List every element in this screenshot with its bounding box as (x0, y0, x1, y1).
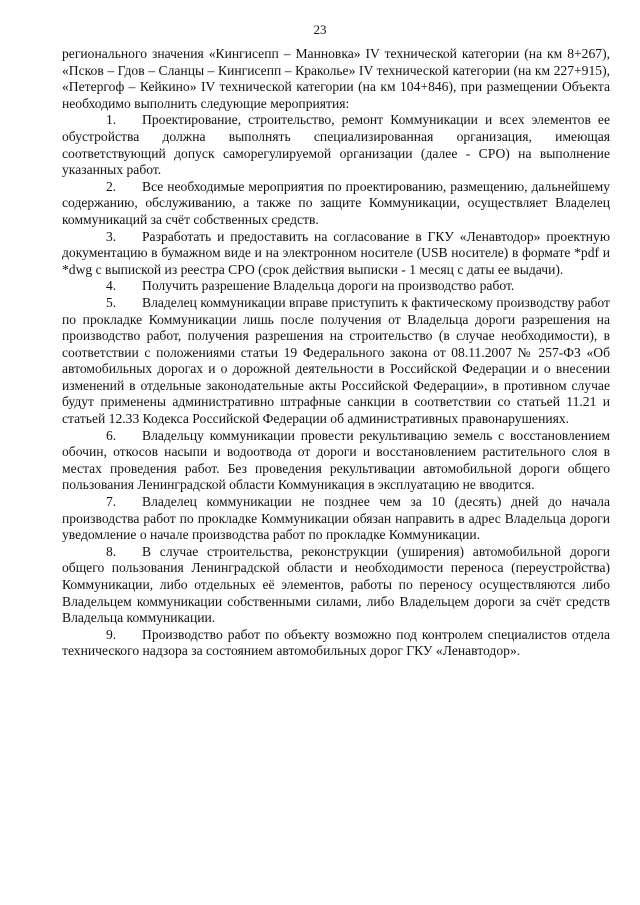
item-text: Проектирование, строительство, ремонт Коммуникации и всех элементов ее обустройства должна выполнять специализированная организация, имеющая соответствующий допуск саморегулируемой организации (далее - СРО) на выполнение указанных работ. (62, 112, 610, 178)
item-text: Владельцу коммуникации провести рекультивацию земель с восстановлением обочин, откосов насыпи и водоотвода от дороги и восстановлением растительного слоя в местах проведения работ. Без проведения рекультивации автомобильной дороги общего пользования Ленинградской области Коммуникация в эксплуатацию не вводится. (62, 427, 610, 493)
document-body (62, 46, 610, 660)
item-number: 4. (106, 278, 117, 294)
item-number: 5. (106, 294, 117, 310)
list-item (62, 295, 610, 428)
list-item (62, 627, 610, 660)
item-text: Получить разрешение Владельца дороги на производство работ. (142, 278, 515, 294)
item-number: 3. (106, 228, 117, 244)
list-item (62, 494, 610, 544)
item-number: 2. (106, 178, 117, 194)
item-text: Владелец коммуникации вправе приступить к фактическому производству работ по прокладке Коммуникации лишь после получения от Владельца дороги разрешения на производство работ, получения разрешения на строительство (в случае необходимости), в соответствии с положениями статьи 19 Федерального закона от 08.11.2007 № 257-ФЗ «Об автомобильных дорогах и о дорожной деятельности в Российской Федерации и о внесении изменений в отдельные законодательные акты Российской Федерации», в противном случае будут применены административно штрафные санкции в соответствии со статьей 11.21 и статьей 12.33 Кодекса Российской Федерации об административных правонарушениях. (62, 294, 610, 427)
item-number: 1. (106, 112, 117, 128)
list-item (62, 179, 610, 229)
list-item (62, 544, 610, 627)
list-item (62, 428, 610, 494)
list-item (62, 112, 610, 178)
page-number: 23 (313, 22, 327, 37)
item-text: Разработать и предоставить на согласование в ГКУ «Ленавтодор» проектную документацию в бумажном виде и на электронном носителе (USB носителе) в формате *pdf и *dwg с выпиской из реестра СРО (срок действия выписки - 1 месяц с даты ее выдачи). (62, 228, 610, 277)
intro-paragraph: регионального значения «Кингисепп – Манновка» IV технической категории (на км 8+267), «Псков – Гдов – Сланцы – Кингисепп – Краколье» IV технической категории (на км 227+915), «Петергоф – Кейкино» IV технической категории (на км 104+846), при размещении Объекта необходимо выполнить следующие мероприятия: (62, 46, 610, 111)
item-text: Производство работ по объекту возможно под контролем специалистов отдела технического надзора за состоянием автомобильных дорог ГКУ «Ленавтодор». (62, 626, 610, 659)
list-item (62, 229, 610, 279)
list-item (62, 278, 610, 295)
item-number: 9. (106, 626, 117, 642)
item-number: 7. (106, 494, 117, 510)
item-number: 6. (106, 427, 117, 443)
item-text: В случае строительства, реконструкции (уширения) автомобильной дороги общего пользования Ленинградской области и необходимости переноса (переустройства) Коммуникации, либо отдельных её элементов, работы по переносу осуществляются либо Владельцем коммуникации собственными силами, либо Владельцем дороги за счёт средств Владельца коммуникации. (62, 543, 610, 626)
item-text: Все необходимые мероприятия по проектированию, размещению, дальнейшему содержанию, обслуживанию, а также по защите Коммуникации, осуществляет Владелец коммуникаций за счёт собственных средств. (62, 178, 610, 227)
item-number: 8. (106, 543, 117, 559)
item-text: Владелец коммуникации не позднее чем за 10 (десять) дней до начала производства работ по прокладке Коммуникации обязан направить в адрес Владельца дороги уведомление о начале производства работ по прокладке Коммуникации. (62, 494, 610, 543)
